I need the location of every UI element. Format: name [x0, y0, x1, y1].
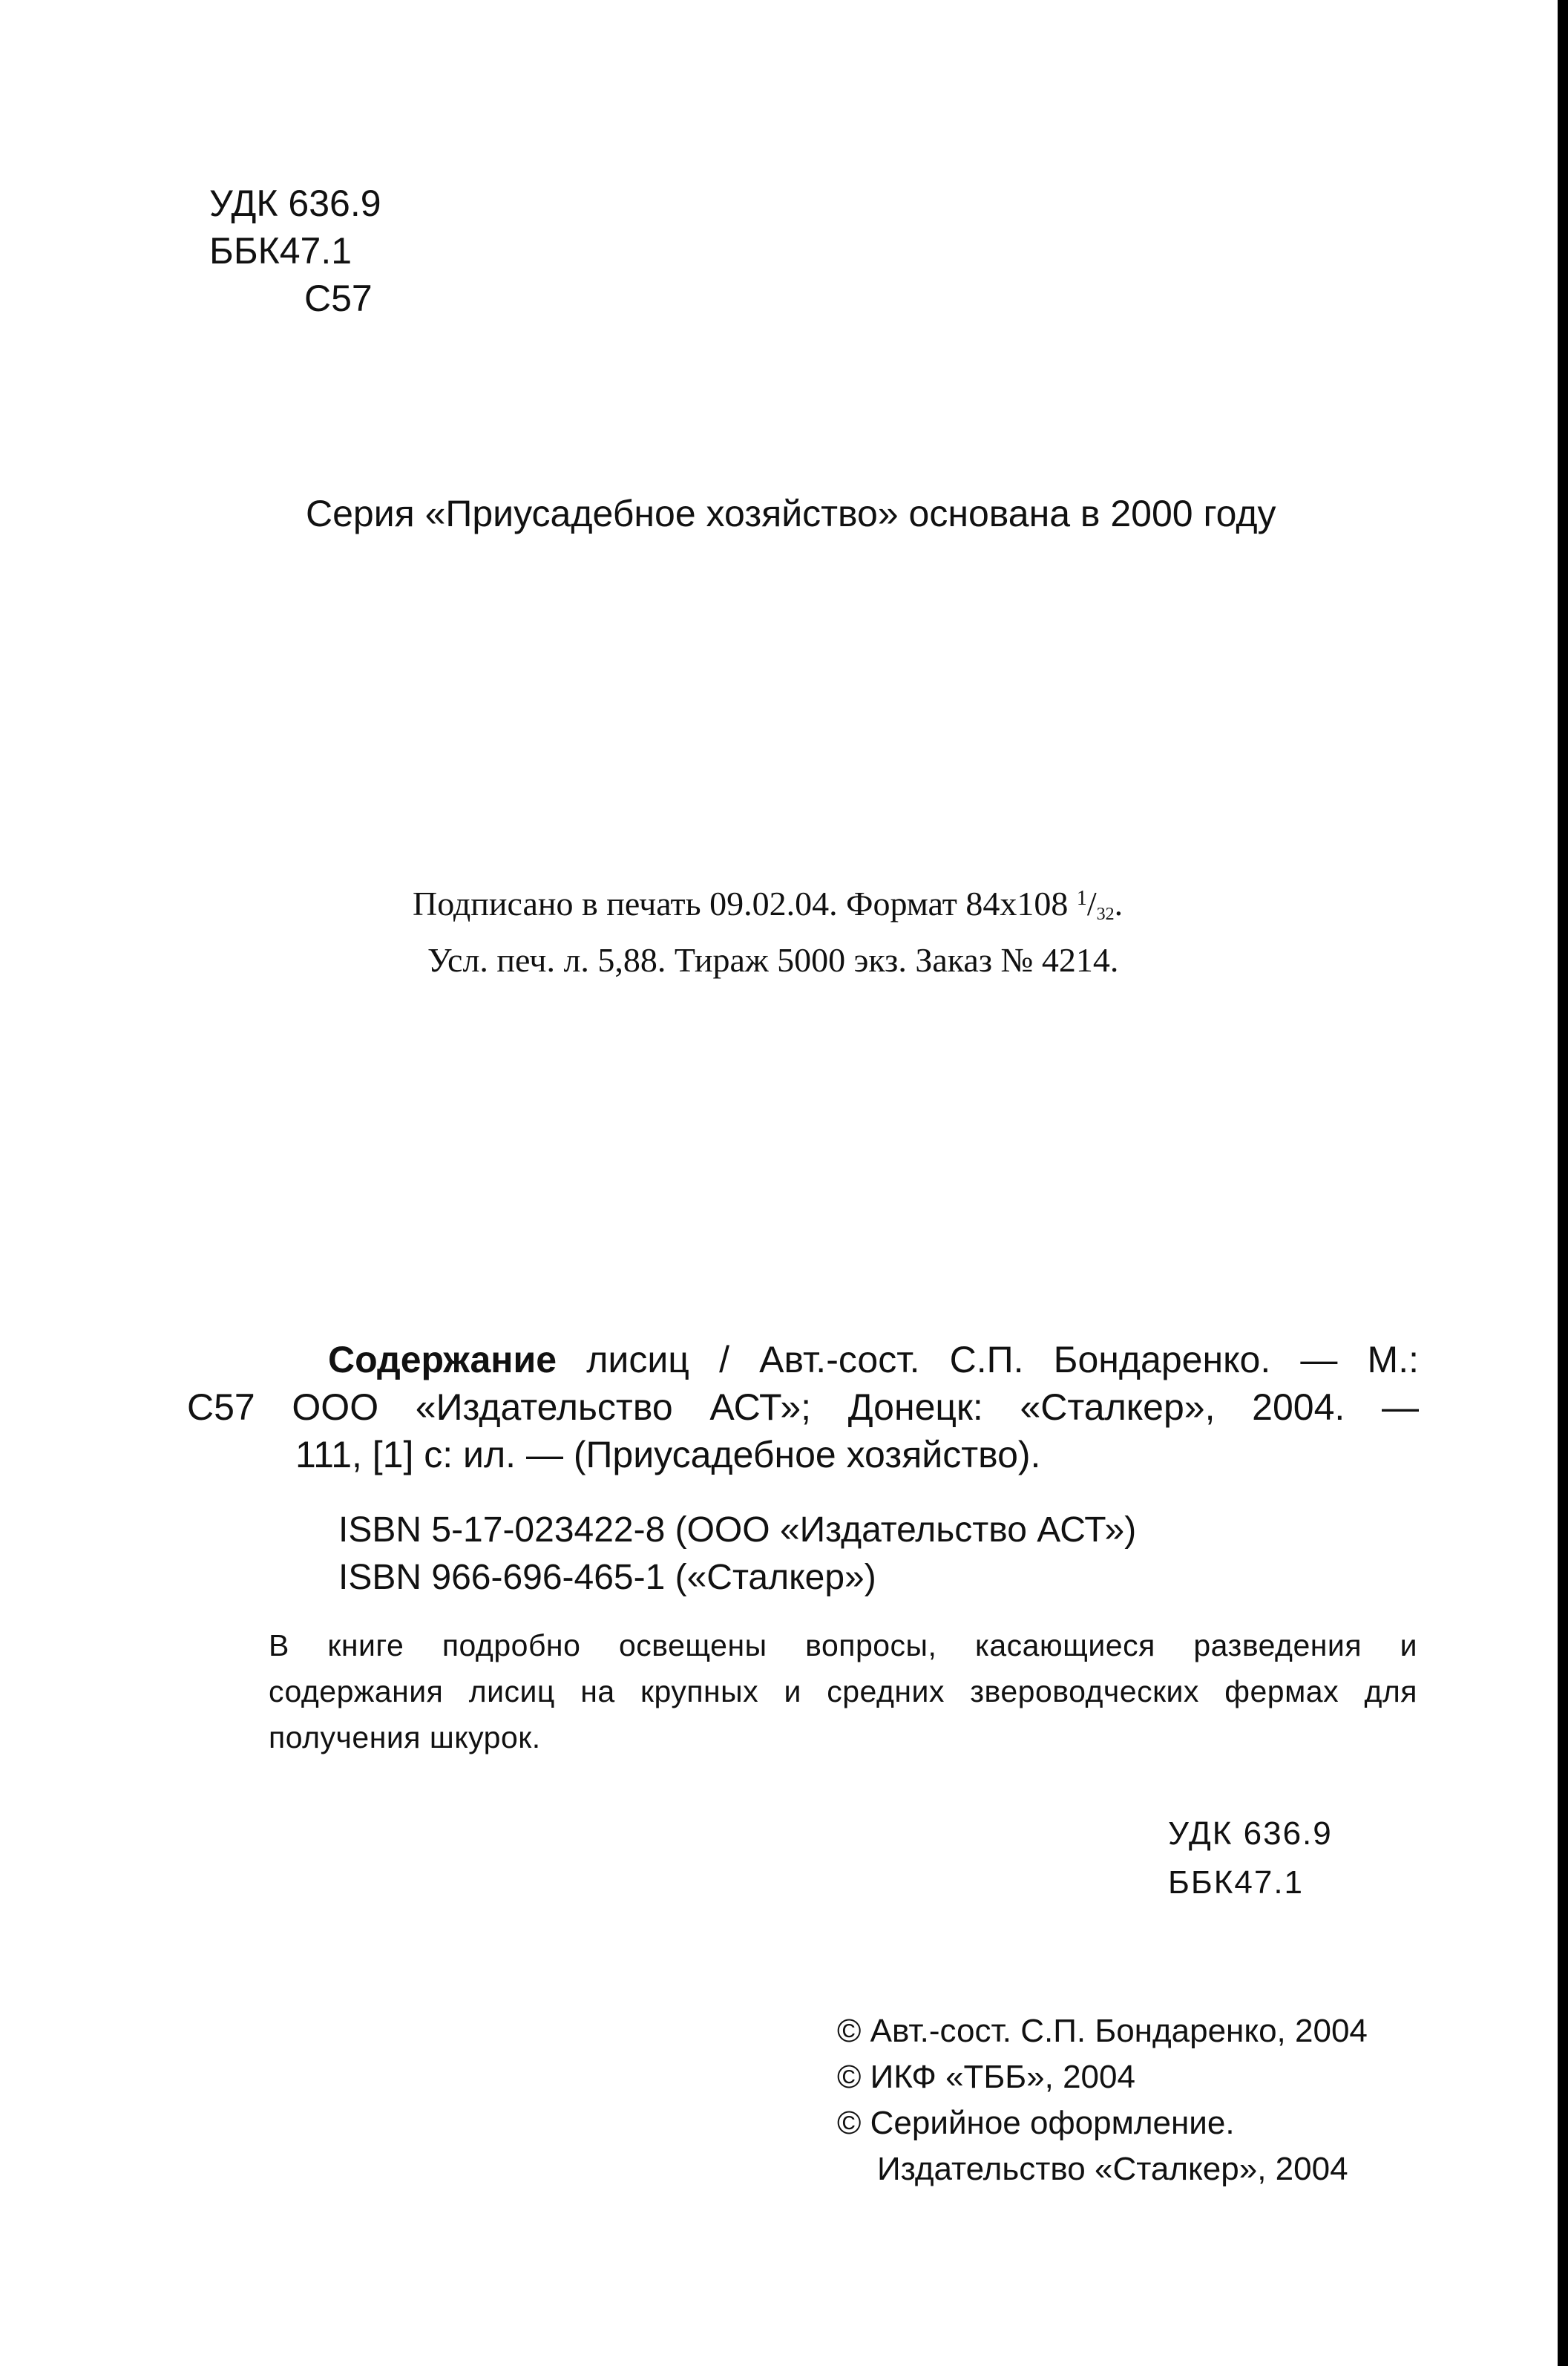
isbn-stalker: ISBN 966-696-465-1 («Сталкер») — [338, 1558, 876, 1597]
biblio-line-2: С57 ООО «Издательство АСТ»; Донецк: «Сталкер», 2004. — — [187, 1386, 1419, 1428]
biblio-line-3: 111, [1] с: ил. — (Приусадебное хозяйство). — [295, 1434, 1041, 1475]
print-info-text: Подписано в печать 09.02.04. Формат 84x108 — [413, 885, 1077, 923]
print-info-line-2: Усл. печ. л. 5,88. Тираж 5000 экз. Заказ № 4214. — [427, 941, 1119, 979]
annotation-line-2: содержания лисиц на крупных и средних звероводческих фермах для — [269, 1674, 1417, 1708]
annotation — [269, 1622, 1417, 1760]
copyright-series-design: © Серийное оформление. — [837, 2105, 1235, 2141]
copyright-block — [837, 2008, 1368, 2192]
copyright-ikf: © ИКФ «ТББ», 2004 — [837, 2059, 1135, 2095]
format-fraction-denominator: 32 — [1096, 905, 1115, 924]
book-title: Содержание — [328, 1339, 557, 1380]
format-fraction-numerator: 1 — [1076, 887, 1087, 910]
bbk-code: ББК47.1 — [209, 230, 352, 272]
classification-top — [209, 180, 381, 322]
author-mark: С57 — [304, 278, 373, 319]
biblio-line-1-rest: лисиц / Авт.-сост. С.П. Бондаренко. — М.: — [557, 1339, 1419, 1380]
print-info-end: . — [1114, 885, 1123, 923]
page-edge-border — [1558, 0, 1568, 2366]
bibliographic-description — [187, 1336, 1419, 1478]
bbk-code-bottom: ББК47.1 — [1168, 1864, 1305, 1901]
biblio-line-1 — [187, 1336, 1419, 1383]
isbn-ast: ISBN 5-17-023422-8 (ООО «Издательство АСТ») — [338, 1510, 1137, 1550]
annotation-line-1: В книге подробно освещены вопросы, касающиеся разведения и — [269, 1628, 1417, 1662]
copyright-publisher: Издательство «Сталкер», 2004 — [877, 2151, 1348, 2187]
udk-code: УДК 636.9 — [209, 183, 381, 224]
print-info — [413, 876, 1123, 983]
series-note: Серия «Приусадебное хозяйство» основана в 2000 году — [306, 493, 1276, 534]
annotation-line-3: получения шкурок. — [269, 1720, 541, 1754]
print-info-line-1: Подписано в печать 09.02.04. Формат 84x108 $^1/_{32}$. — [413, 885, 1123, 924]
copyright-author: © Авт.-сост. С.П. Бондаренко, 2004 — [837, 2013, 1368, 2049]
isbn-block — [338, 1507, 1136, 1602]
udk-code-bottom: УДК 636.9 — [1168, 1815, 1333, 1852]
classification-bottom — [1168, 1809, 1333, 1907]
